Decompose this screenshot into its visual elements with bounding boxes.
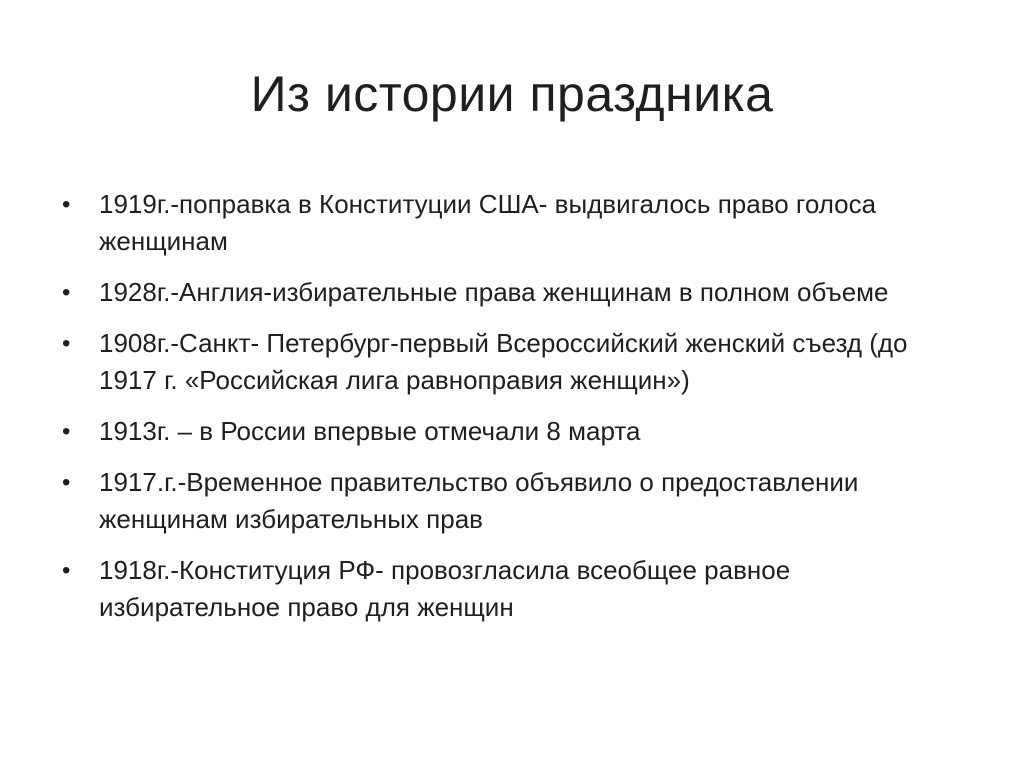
slide-title: Из истории праздника	[250, 66, 774, 122]
bullet-icon: •	[62, 279, 71, 306]
bullet-icon: •	[62, 330, 71, 357]
bullet-list	[62, 186, 962, 640]
bullet-icon: •	[62, 418, 71, 445]
list-item-text: 1919г.-поправка в Конституции США- выдвигалось право голоса женщинам	[99, 189, 877, 256]
list-item	[62, 413, 962, 450]
list-item	[62, 186, 962, 260]
bullet-icon: •	[62, 191, 71, 218]
list-item-text: 1908г.-Санкт- Петербург-первый Всероссийский женский съезд (до 1917 г. «Российская лига равноправия женщин»)	[99, 328, 908, 395]
list-item-text: 1917.г.-Временное правительство объявило о предоставлении женщинам избирательных прав	[99, 467, 859, 534]
bullet-icon: •	[62, 469, 71, 496]
list-item	[62, 274, 962, 311]
list-item-text: 1913г. – в России впервые отмечали 8 марта	[99, 416, 641, 446]
list-item-text: 1918г.-Конституция РФ- провозгласила всеобщее равное избирательное право для женщин	[99, 555, 791, 622]
bullet-icon: •	[62, 557, 71, 584]
list-item	[62, 325, 962, 399]
list-item	[62, 464, 962, 538]
list-item-text: 1928г.-Англия-избирательные права женщинам в полном объеме	[99, 277, 889, 307]
list-item	[62, 552, 962, 626]
